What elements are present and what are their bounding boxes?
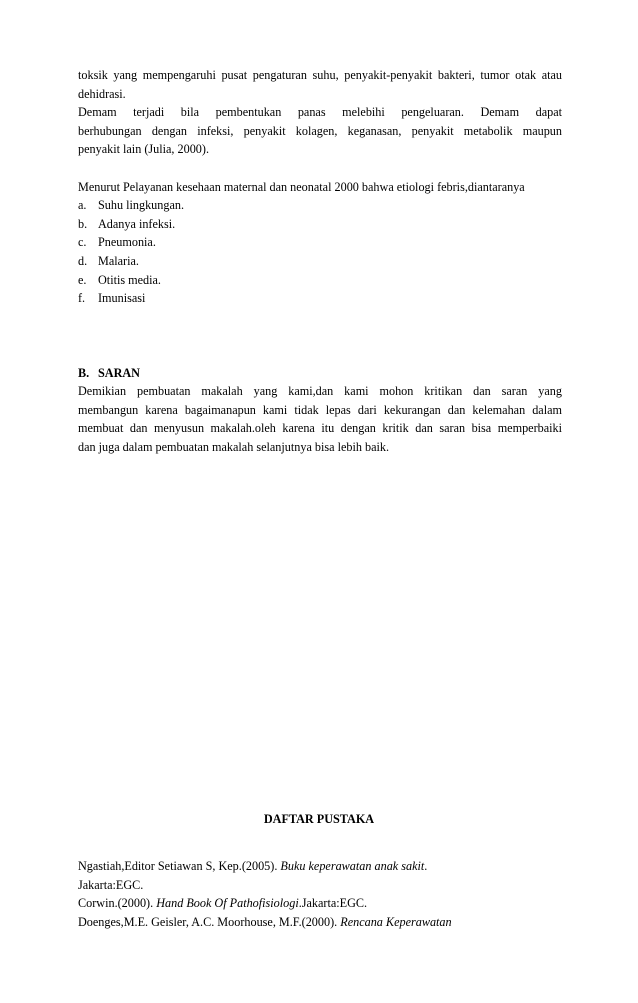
list-marker: d. — [78, 253, 88, 268]
reference-text: Doenges,M.E. Geisler, A.C. Moorhouse, M.F.(2000). — [78, 914, 341, 929]
reference-list — [78, 857, 562, 931]
list-item — [78, 271, 562, 290]
reference-entry — [78, 913, 562, 932]
list-item — [78, 233, 562, 252]
list-item-text: Adanya infeksi. — [98, 216, 176, 231]
saran-line-3: membuat dan menyusun makalah.oleh karena itu dengan kritik dan saran bisa memperbaiki — [78, 421, 562, 436]
reference-entry — [78, 876, 562, 895]
list-item — [78, 289, 562, 308]
intro-line-1: toksik yang mempengaruhi pusat pengaturan suhu, penyakit-penyakit bakteri, tumor otak atau — [78, 68, 562, 82]
section-heading-saran — [78, 364, 562, 383]
saran-line-1: Demikian pembuatan makalah yang kami,dan kami mohon kritikan dan saran yang — [78, 384, 562, 399]
saran-line-4: dan juga dalam pembuatan makalah selanjutnya bisa lebih baik. — [78, 439, 390, 454]
section-marker: B. — [78, 365, 90, 380]
list-item-text: Imunisasi — [98, 291, 146, 306]
reference-text: Ngastiah,Editor Setiawan S, Kep.(2005). — [78, 859, 281, 873]
intro-line-2: dehidrasi. — [78, 86, 126, 101]
reference-text: Corwin.(2000). — [78, 896, 157, 911]
reference-title: Hand Book Of Pathofisiologi — [156, 896, 299, 911]
daftar-pustaka-title: DAFTAR PUSTAKA — [263, 812, 375, 826]
demam-line-2: berhubungan dengan infeksi, penyakit kolagen, keganasan, penyakit metabolik maupun — [78, 123, 562, 138]
paragraph-gap — [78, 159, 562, 178]
reference-title: Buku keperawatan anak sakit — [280, 859, 425, 873]
etiology-intro: Menurut Pelayanan kesehaan maternal dan neonatal 2000 bahwa etiologi febris,diantaranya — [78, 179, 525, 194]
list-item — [78, 196, 562, 215]
list-item — [78, 215, 562, 234]
reference-text: . — [424, 859, 428, 873]
list-item-text: Malaria. — [98, 253, 139, 268]
list-marker: b. — [78, 216, 88, 231]
list-item — [78, 252, 562, 271]
document-body — [78, 66, 562, 456]
list-item-text: Otitis media. — [98, 272, 161, 287]
reference-entry — [78, 894, 562, 913]
list-marker: c. — [78, 235, 87, 250]
section-title: SARAN — [98, 365, 140, 380]
saran-line-2: membangun karena bagaimanapun kami tidak lepas dari kekurangan dan kelemahan dalam — [78, 402, 562, 417]
reference-text: .Jakarta:EGC. — [298, 896, 368, 911]
reference-text: Jakarta:EGC. — [78, 877, 144, 892]
list-item-text: Pneumonia. — [98, 235, 156, 250]
list-marker: e. — [78, 272, 87, 287]
demam-line-3: penyakit lain (Julia, 2000). — [78, 142, 209, 157]
list-item-text: Suhu lingkungan. — [98, 198, 184, 213]
reference-entry — [78, 857, 562, 876]
demam-line-1: Demam terjadi bila pembentukan panas melebihi pengeluaran. Demam dapat — [78, 105, 562, 120]
list-marker: f. — [78, 291, 86, 306]
list-marker: a. — [78, 198, 87, 213]
reference-title: Rencana Keperawatan — [340, 914, 452, 929]
